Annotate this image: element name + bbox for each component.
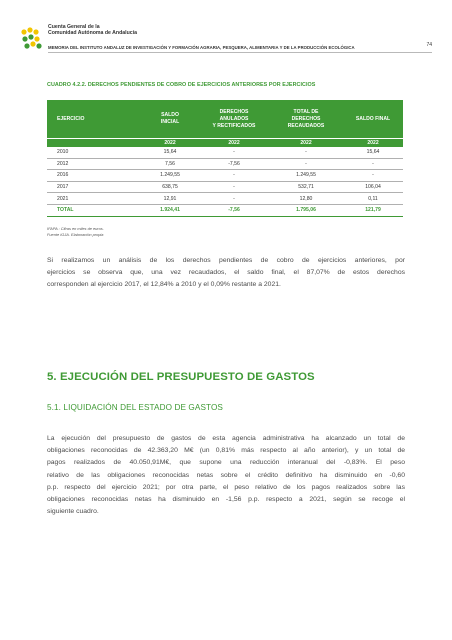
col-header-derechos-recaudados: TOTAL DE DERECHOS RECAUDADOS	[269, 100, 343, 139]
table-row: 2017 638,75 - 532,71 106,04	[47, 181, 403, 193]
subsection-heading: 5.1. LIQUIDACIÓN DEL ESTADO DE GASTOS	[47, 403, 223, 412]
table-subheader-row: 2022 2022 2022 2022	[47, 139, 403, 148]
col-header-derechos-anulados: DERECHOS ANULADOS Y RECTIFICADOS	[199, 100, 269, 139]
table-row: 2010 15,64 - - 15,64	[47, 147, 403, 158]
col-header-saldo-final: SALDO FINAL	[343, 100, 403, 139]
section-heading: 5. EJECUCIÓN DEL PRESUPUESTO DE GASTOS	[47, 371, 315, 383]
organization-name: Cuenta General de la Comunidad Autónoma de Andalucía	[48, 24, 137, 37]
table-total-row: TOTAL 1.924,41 -7,56 1.795,06 121,79	[47, 204, 403, 216]
analysis-paragraph: Si realizamos un análisis de los derechos pendientes de cobro de ejercicios anteriores, por ejercicios se observa que, una vez recaudados, el saldo final, el 87,07% de estos derechos corresponden al ejercicio 2017, el 12,84% a 2010 y el 0,09% restante a 2021.	[47, 257, 405, 289]
header-divider	[48, 52, 432, 53]
col-header-ejercicio: EJERCICIO	[47, 100, 141, 139]
table-header-row	[47, 100, 403, 139]
table-caption: CUADRO 4.2.2. DERECHOS PENDIENTES DE COBRO DE EJERCICIOS ANTERIORES POR EJERCICIOS	[47, 82, 316, 88]
budget-execution-paragraph: La ejecución del presupuesto de gastos de esta agencia administrativa ha alcanzado un total de obligaciones reconocidas de 42.363,20 M€ (un 0,81% más respecto al año anterior), y un total de pagos realizados de 40.050,91M€, que supone una reducción interanual del -0,83%. El peso relativo de las obligaciones reconocidas netas sobre el crédito definitivo ha disminuido en -0,60 p.p. respecto del ejercicio 2021; por otra parte, el peso relativo de los pagos realizados sobre las obligaciones reconocidas netas ha disminuido en -1,56 p.p. respecto a 2021, según se recoge el siguiente cuadro.	[47, 435, 405, 516]
col-header-saldo-inicial: SALDO INICIAL	[141, 100, 199, 139]
table-row: 2016 1.249,55 - 1.249,55 -	[47, 170, 403, 182]
pending-rights-table	[47, 100, 403, 217]
table-row: 2021 12,91 - 12,80 0,11	[47, 193, 403, 205]
junta-logo-icon	[20, 26, 46, 52]
table-row: 2012 7,56 -7,56 - -	[47, 158, 403, 170]
page-number: 74	[426, 42, 432, 48]
table-source-note: IFAPA : Cifras en miles de euros. Fuente IGJA. Elaboración propia	[47, 226, 104, 237]
report-title: MEMORIA DEL INSTITUTO ANDALUZ DE INVESTIGACIÓN Y FORMACIÓN AGRARIA, PESQUERA, ALIMENTARIA Y DE LA PRODUCCIÓN ECOLÓGICA	[48, 45, 355, 50]
